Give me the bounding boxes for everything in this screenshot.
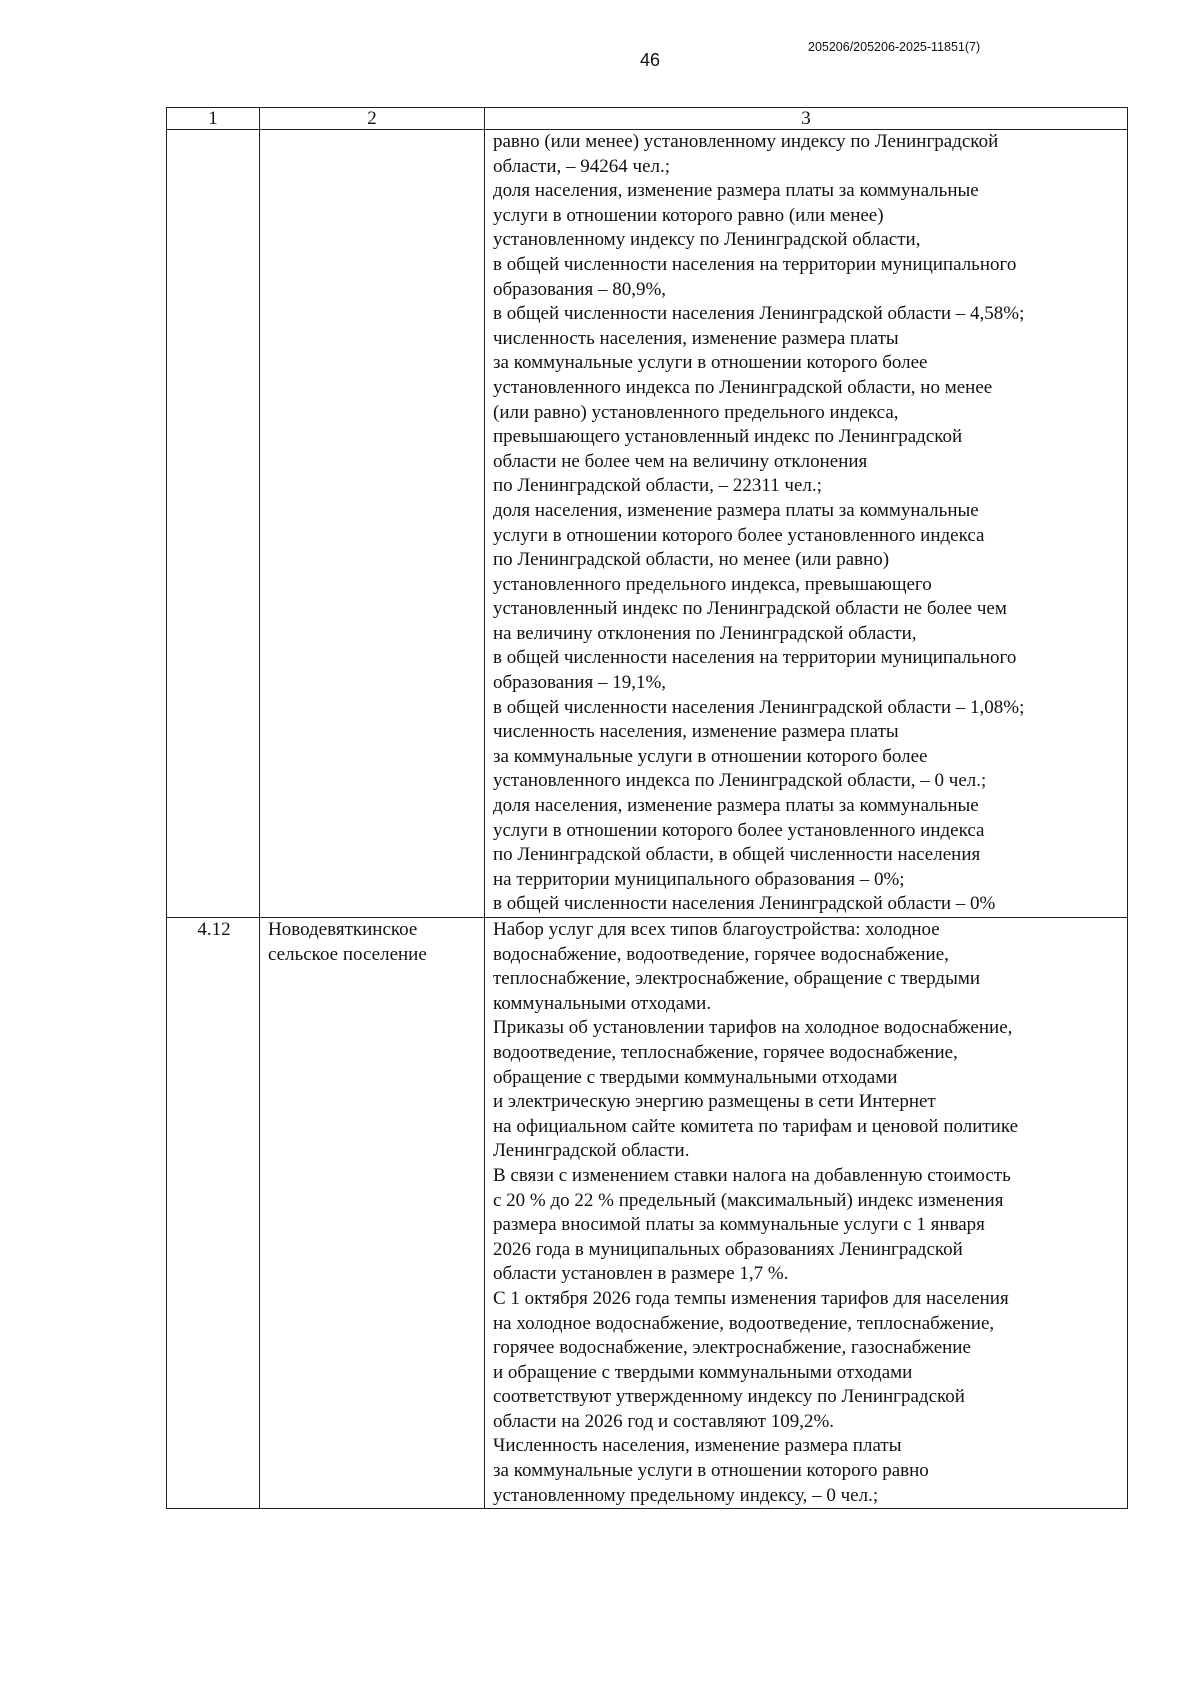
text-line: в общей численности населения Ленинградской области – 4,58%; xyxy=(493,303,1025,325)
entry-text-cell xyxy=(485,918,1128,1509)
text-line: на холодное водоснабжение, водоотведение, теплоснабжение, xyxy=(493,1312,995,1334)
text-line: в общей численности населения на территории муниципального xyxy=(493,647,1017,669)
text-line: соответствуют утвержденному индексу по Ленинградской xyxy=(493,1386,965,1408)
document-id: 205206/205206-2025-11851(7) xyxy=(808,40,981,54)
text-line: В связи с изменением ставки налога на добавленную стоимость xyxy=(493,1164,1011,1186)
entry-number-cell: 4.12 xyxy=(167,918,260,1509)
text-line: услуги в отношении которого равно (или менее) xyxy=(493,204,884,226)
text-line: на величину отклонения по Ленинградской области, xyxy=(493,622,917,644)
text-line: Набор услуг для всех типов благоустройства: холодное xyxy=(493,919,940,940)
text-line: на официальном сайте комитета по тарифам и ценовой политике xyxy=(493,1115,1019,1137)
header-col-1: 1 xyxy=(167,108,260,130)
text-line: области установлен в размере 1,7 %. xyxy=(493,1263,789,1285)
continuation-number-cell xyxy=(167,130,260,918)
text-line: и электрическую энергию размещены в сети Интернет xyxy=(493,1091,936,1113)
tariff-table xyxy=(166,107,1128,1509)
text-line: области на 2026 год и составляют 109,2%. xyxy=(493,1410,835,1432)
text-line: области, – 94264 чел.; xyxy=(493,155,671,177)
text-line: установленного индекса по Ленинградской области, – 0 чел.; xyxy=(493,770,987,792)
text-line: с 20 % до 22 % предельный (максимальный) индекс изменения xyxy=(493,1189,1004,1211)
text-line: в общей численности населения на территории муниципального xyxy=(493,253,1017,275)
text-line: установленному предельному индексу, – 0 чел.; xyxy=(493,1484,879,1506)
text-line: установленный индекс по Ленинградской области не более чем xyxy=(493,598,1007,620)
text-line: услуги в отношении которого более установленного индекса xyxy=(493,524,985,546)
text-line: установленного предельного индекса, превышающего xyxy=(493,573,932,595)
text-line: 2026 года в муниципальных образованиях Ленинградской xyxy=(493,1238,963,1260)
text-line: водоснабжение, водоотведение, горячее водоснабжение, xyxy=(493,943,949,965)
text-line: превышающего установленный индекс по Ленинградской xyxy=(493,426,963,448)
text-line: коммунальными отходами. xyxy=(493,992,712,1014)
text-line: обращение с твердыми коммунальными отходами xyxy=(493,1066,898,1088)
text-line: по Ленинградской области, но менее (или равно) xyxy=(493,549,890,571)
text-line: Приказы об установлении тарифов на холодное водоснабжение, xyxy=(493,1017,1013,1039)
text-line: за коммунальные услуги в отношении которого равно xyxy=(493,1460,929,1482)
text-line: сельское поселение xyxy=(268,943,427,965)
entry-name-cell xyxy=(260,918,485,1509)
text-line: установленного индекса по Ленинградской области, но менее xyxy=(493,376,993,398)
text-line: на территории муниципального образования – 0%; xyxy=(493,868,905,890)
text-line: в общей численности населения Ленинградской области – 0% xyxy=(493,893,996,915)
text-line: по Ленинградской области, – 22311 чел.; xyxy=(493,475,822,497)
text-line: размера вносимой платы за коммунальные услуги с 1 января xyxy=(493,1214,985,1236)
text-line: в общей численности населения Ленинградской области – 1,08%; xyxy=(493,696,1025,718)
text-line: области не более чем на величину отклонения xyxy=(493,450,868,472)
text-line: доля населения, изменение размера платы за коммунальные xyxy=(493,795,979,817)
text-line: Ленинградской области. xyxy=(493,1140,690,1162)
text-line: теплоснабжение, электроснабжение, обращение с твердыми xyxy=(493,968,981,990)
text-line: Численность населения, изменение размера платы xyxy=(493,1435,902,1457)
header-col-2: 2 xyxy=(260,108,485,130)
text-line: численность населения, изменение размера платы xyxy=(493,327,899,349)
text-line: услуги в отношении которого более установленного индекса xyxy=(493,819,985,841)
text-line: образования – 19,1%, xyxy=(493,672,667,694)
page-number: 46 xyxy=(640,50,661,70)
table-row-4-12 xyxy=(167,918,1128,1509)
text-line: образования – 80,9%, xyxy=(493,278,667,300)
text-line: водоотведение, теплоснабжение, горячее водоснабжение, xyxy=(493,1041,958,1063)
table-row-continuation xyxy=(167,130,1128,918)
header-col-3: 3 xyxy=(485,108,1128,130)
text-line: Новодевяткинское xyxy=(268,919,418,940)
text-line: установленному индексу по Ленинградской области, xyxy=(493,229,921,251)
text-line: (или равно) установленного предельного индекса, xyxy=(493,401,899,423)
text-line: доля населения, изменение размера платы за коммунальные xyxy=(493,499,979,521)
table-header-row xyxy=(167,108,1128,130)
text-line: за коммунальные услуги в отношении которого более xyxy=(493,352,928,374)
continuation-text-cell xyxy=(485,130,1128,918)
text-line: доля населения, изменение размера платы за коммунальные xyxy=(493,180,979,202)
text-line: горячее водоснабжение, электроснабжение, газоснабжение xyxy=(493,1337,971,1359)
text-line: С 1 октября 2026 года темпы изменения тарифов для населения xyxy=(493,1287,1009,1309)
text-line: по Ленинградской области, в общей численности населения xyxy=(493,844,981,866)
continuation-name-cell xyxy=(260,130,485,918)
text-line: за коммунальные услуги в отношении которого более xyxy=(493,745,928,767)
text-line: и обращение с твердыми коммунальными отходами xyxy=(493,1361,913,1383)
text-line: численность населения, изменение размера платы xyxy=(493,721,899,743)
text-line: равно (или менее) установленному индексу по Ленинградской xyxy=(493,131,999,152)
